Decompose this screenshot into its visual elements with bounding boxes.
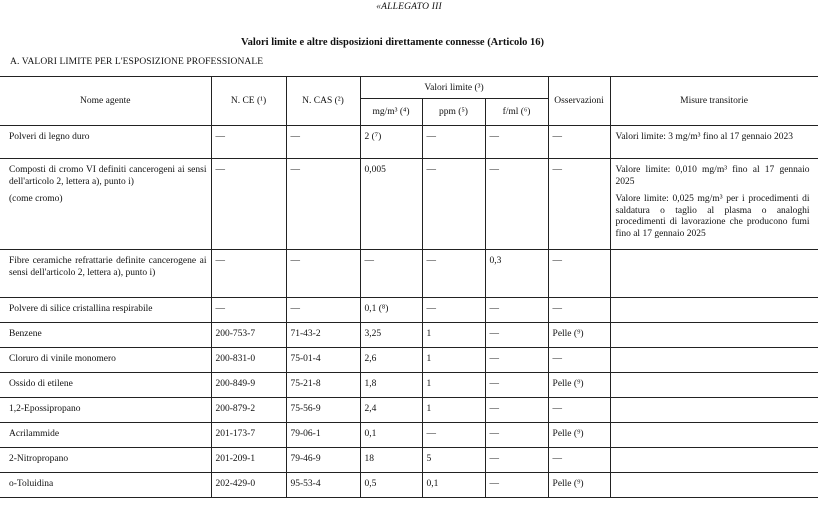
transitional-cell xyxy=(610,423,818,448)
cas-number-cell: 79-46-9 xyxy=(286,448,360,473)
ppm-value-cell: 1 xyxy=(422,373,485,398)
mg-value-cell: 2,6 xyxy=(360,348,422,373)
cas-number-cell: 75-01-4 xyxy=(286,348,360,373)
transitional-cell xyxy=(610,348,818,373)
table-row xyxy=(0,298,818,323)
transitional-cell xyxy=(610,126,818,159)
transitional-cell xyxy=(610,398,818,423)
agent-name-cell-text: Composti di cromo VI definiti cancerogeni ai sensi dell'articolo 2, lettera a), punto i) xyxy=(9,165,207,187)
ppm-value-cell: 5 xyxy=(422,448,485,473)
mg-value-cell: 0,1 xyxy=(360,423,422,448)
header-ce: N. CE (¹) xyxy=(211,77,286,126)
transitional-cell-text: Valori limite: 3 mg/m³ fino al 17 gennaio 2023 xyxy=(615,132,794,142)
ppm-value-cell: — xyxy=(422,159,485,250)
ppm-value-cell: — xyxy=(422,126,485,159)
header-ppm: ppm (⁵) xyxy=(422,99,485,126)
ce-number-cell: — xyxy=(211,126,286,159)
transitional-cell xyxy=(610,323,818,348)
fml-value-cell: — xyxy=(485,448,548,473)
header-fml: f/ml (⁶) xyxy=(485,99,548,126)
observations-cell: Pelle (⁹) xyxy=(548,473,610,498)
cas-number-cell: 75-21-8 xyxy=(286,373,360,398)
observations-cell: — xyxy=(548,298,610,323)
agent-name-cell-text: o-Toluidina xyxy=(9,479,54,489)
table-row xyxy=(0,159,818,250)
mg-value-cell: 0,1 (⁸) xyxy=(360,298,422,323)
table-row xyxy=(0,423,818,448)
agent-name-cell-text: Acrilammide xyxy=(9,429,60,439)
table-row xyxy=(0,126,818,159)
agent-name-cell-text: Polveri di legno duro xyxy=(9,132,90,142)
agent-name-cell xyxy=(0,323,211,348)
observations-cell: Pelle (⁹) xyxy=(548,423,610,448)
annex-label: «ALLEGATO III xyxy=(376,2,442,12)
mg-value-cell: — xyxy=(360,250,422,298)
table-row xyxy=(0,398,818,423)
table-row xyxy=(0,323,818,348)
fml-value-cell: — xyxy=(485,159,548,250)
fml-value-cell: — xyxy=(485,473,548,498)
observations-cell: — xyxy=(548,159,610,250)
mg-value-cell: 1,8 xyxy=(360,373,422,398)
ce-number-cell: 200-849-9 xyxy=(211,373,286,398)
header-limits: Valori limite (³) xyxy=(360,77,548,99)
transitional-cell-text: Valore limite: 0,010 mg/m³ fino al 17 gennaio 2025 xyxy=(615,165,810,187)
table-row xyxy=(0,250,818,298)
agent-name-cell-text: 1,2-Epossipropano xyxy=(9,404,81,414)
observations-cell: — xyxy=(548,448,610,473)
fml-value-cell: — xyxy=(485,348,548,373)
ppm-value-cell: — xyxy=(422,423,485,448)
agent-name-cell xyxy=(0,126,211,159)
ce-number-cell: 200-831-0 xyxy=(211,348,286,373)
mg-value-cell: 2 (⁷) xyxy=(360,126,422,159)
agent-name-cell-text: Fibre ceramiche refrattarie definite cancerogene ai sensi dell'articolo 2, lettera a), punto i) xyxy=(9,256,207,278)
ppm-value-cell: 0,1 xyxy=(422,473,485,498)
agent-name-cell xyxy=(0,159,211,250)
ce-number-cell: — xyxy=(211,250,286,298)
mg-value-cell: 3,25 xyxy=(360,323,422,348)
ce-number-cell: 200-879-2 xyxy=(211,398,286,423)
agent-name-cell xyxy=(0,298,211,323)
observations-cell: Pelle (⁹) xyxy=(548,373,610,398)
cas-number-cell: — xyxy=(286,159,360,250)
agent-name-cell xyxy=(0,348,211,373)
transitional-cell-text: Valore limite: 0,025 mg/m³ per i procedimenti di saldatura o taglio al plasma o analoghi procedimenti di lavorazione che producono fumi fino al 17 gennaio 2025 xyxy=(615,194,810,239)
header-agent: Nome agente xyxy=(0,77,211,126)
table-row xyxy=(0,473,818,498)
observations-cell: — xyxy=(548,348,610,373)
agent-name-cell xyxy=(0,448,211,473)
observations-cell: — xyxy=(548,398,610,423)
cas-number-cell: 95-53-4 xyxy=(286,473,360,498)
ppm-value-cell: 1 xyxy=(422,323,485,348)
ce-number-cell: 201-173-7 xyxy=(211,423,286,448)
ce-number-cell: 200-753-7 xyxy=(211,323,286,348)
agent-name-cell-text: Ossido di etilene xyxy=(9,379,73,389)
agent-name-cell xyxy=(0,398,211,423)
cas-number-cell: — xyxy=(286,126,360,159)
agent-name-cell-text: (come cromo) xyxy=(9,194,63,204)
limits-table xyxy=(0,76,818,498)
fml-value-cell: — xyxy=(485,126,548,159)
header-transitional: Misure transitorie xyxy=(610,77,818,126)
transitional-cell xyxy=(610,298,818,323)
cas-number-cell: 75-56-9 xyxy=(286,398,360,423)
fml-value-cell: — xyxy=(485,323,548,348)
ce-number-cell: — xyxy=(211,159,286,250)
transitional-cell xyxy=(610,159,818,250)
section-heading: A. VALORI LIMITE PER L'ESPOSIZIONE PROFESSIONALE xyxy=(10,57,264,67)
agent-name-cell xyxy=(0,373,211,398)
cas-number-cell: — xyxy=(286,250,360,298)
fml-value-cell: — xyxy=(485,398,548,423)
fml-value-cell: — xyxy=(485,298,548,323)
agent-name-cell-text: Cloruro di vinile monomero xyxy=(9,354,116,364)
header-cas: N. CAS (²) xyxy=(286,77,360,126)
cas-number-cell: 71-43-2 xyxy=(286,323,360,348)
table-row xyxy=(0,373,818,398)
mg-value-cell: 0,5 xyxy=(360,473,422,498)
mg-value-cell: 2,4 xyxy=(360,398,422,423)
agent-name-cell-text: Polvere di silice cristallina respirabile xyxy=(9,304,153,314)
ce-number-cell: — xyxy=(211,298,286,323)
ppm-value-cell: — xyxy=(422,250,485,298)
table-row xyxy=(0,348,818,373)
transitional-cell xyxy=(610,250,818,298)
table-body xyxy=(0,126,818,498)
ppm-value-cell: — xyxy=(422,298,485,323)
fml-value-cell: — xyxy=(485,423,548,448)
ppm-value-cell: 1 xyxy=(422,348,485,373)
table-row xyxy=(0,448,818,473)
transitional-cell xyxy=(610,473,818,498)
agent-name-cell xyxy=(0,423,211,448)
agent-name-cell xyxy=(0,473,211,498)
mg-value-cell: 0,005 xyxy=(360,159,422,250)
agent-name-cell-text: Benzene xyxy=(9,329,42,339)
observations-cell: Pelle (⁹) xyxy=(548,323,610,348)
transitional-cell xyxy=(610,373,818,398)
cas-number-cell: — xyxy=(286,298,360,323)
agent-name-cell-text: 2-Nitropropano xyxy=(9,454,69,464)
cas-number-cell: 79-06-1 xyxy=(286,423,360,448)
ce-number-cell: 202-429-0 xyxy=(211,473,286,498)
fml-value-cell: — xyxy=(485,373,548,398)
ce-number-cell: 201-209-1 xyxy=(211,448,286,473)
observations-cell: — xyxy=(548,250,610,298)
header-observations: Osservazioni xyxy=(548,77,610,126)
page-title: Valori limite e altre disposizioni direttamente connesse (Articolo 16) xyxy=(240,37,545,48)
ppm-value-cell: 1 xyxy=(422,398,485,423)
transitional-cell xyxy=(610,448,818,473)
fml-value-cell: 0,3 xyxy=(485,250,548,298)
observations-cell: — xyxy=(548,126,610,159)
agent-name-cell xyxy=(0,250,211,298)
header-mg: mg/m³ (⁴) xyxy=(360,99,422,126)
mg-value-cell: 18 xyxy=(360,448,422,473)
